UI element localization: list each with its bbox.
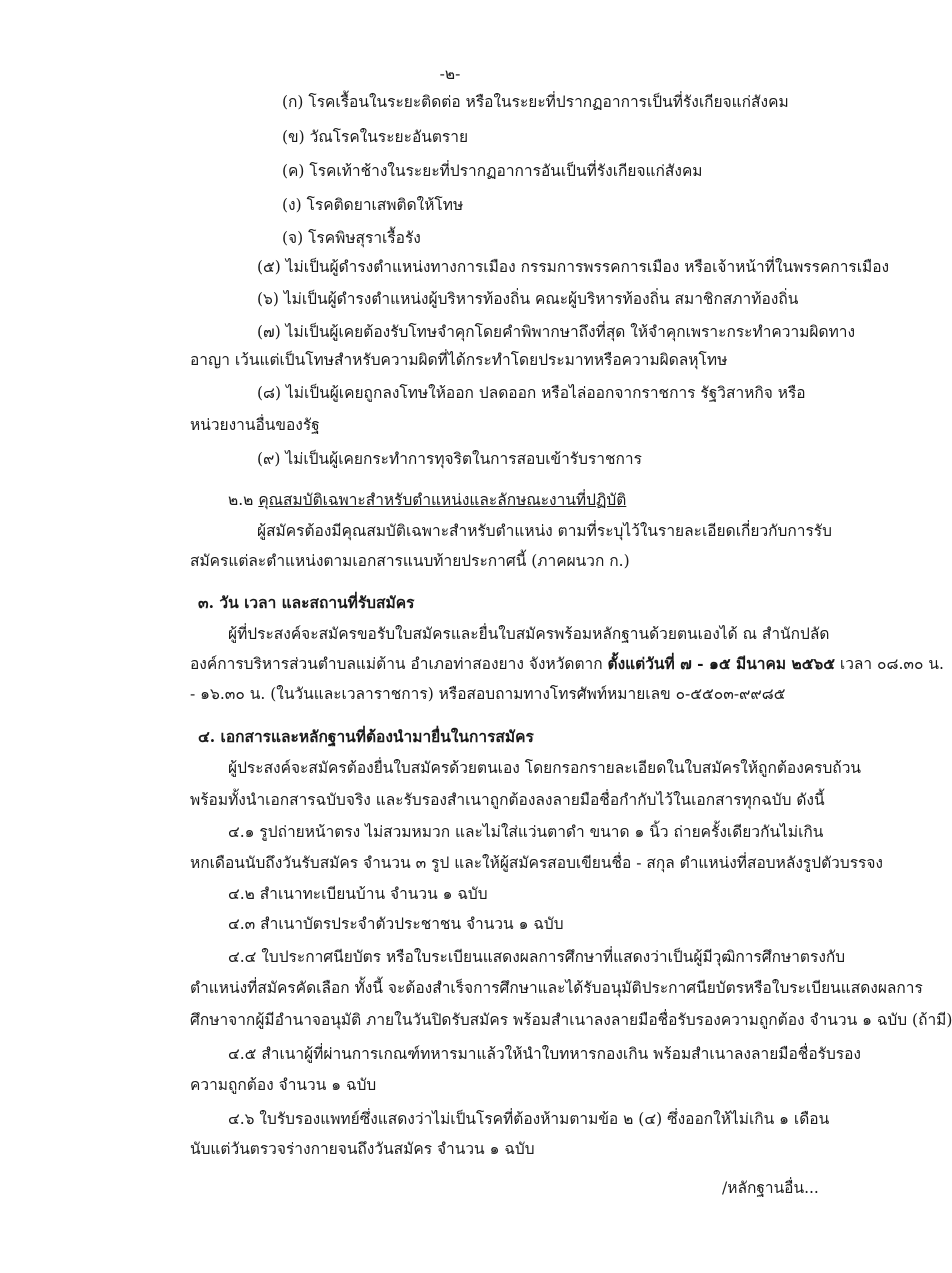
item-4-5-line2: ความถูกต้อง จำนวน ๑ ฉบับ: [190, 1076, 377, 1094]
section-3-paragraph-line1: ผู้ที่ประสงค์จะสมัครขอรับใบสมัครและยื่นใบสมัครพร้อมหลักฐานด้วยตนเองได้ ณ สำนักปลัด: [228, 625, 830, 643]
qualification-8-line1: (๘) ไม่เป็นผู้เคยถูกลงโทษให้ออก ปลดออก หรือไล่ออกจากราชการ รัฐวิสาหกิจ หรือ: [257, 384, 806, 402]
item-4-1-line1: ๔.๑ รูปถ่ายหน้าตรง ไม่สวมหมวก และไม่ใส่แว่นตาดำ ขนาด ๑ นิ้ว ถ่ายครั้งเดียวกันไม่เกิน: [228, 823, 824, 841]
section-3-paragraph-line3: - ๑๖.๓๐ น. (ในวันและเวลาราชการ) หรือสอบถามทางโทรศัพท์หมายเลข ๐-๕๕๐๓-๙๙๘๕: [190, 685, 786, 703]
item-4-6-line2: นับแต่วันตรวจร่างกายจนถึงวันสมัคร จำนวน ๑ ฉบับ: [190, 1140, 535, 1158]
qualification-7-line1: (๗) ไม่เป็นผู้เคยต้องรับโทษจำคุกโดยคำพิพากษาถึงที่สุด ให้จำคุกเพราะกระทำความผิดทาง: [257, 323, 856, 341]
section-2-2-heading: [228, 490, 626, 510]
section-3-time-start: เวลา ๐๘.๓๐ น.: [835, 655, 944, 673]
item-4-4-line2: ตำแหน่งที่สมัครคัดเลือก ทั้งนี้ จะต้องสำเร็จการศึกษาและได้รับอนุมัติประกาศนียบัตรหรือใบระเบียนแสดงผลการ: [190, 979, 923, 997]
disease-item-e: (จ) โรคพิษสุราเรื้อรัง: [282, 229, 421, 247]
disease-item-d: (ง) โรคติดยาเสพติดให้โทษ: [282, 196, 464, 214]
item-4-1-line2: หกเดือนนับถึงวันรับสมัคร จำนวน ๓ รูป และให้ผู้สมัครสอบเขียนชื่อ - สกุล ตำแหน่งที่สอบหลังรูปตัวบรรจง: [190, 854, 883, 872]
qualification-5: (๕) ไม่เป็นผู้ดำรงตำแหน่งทางการเมือง กรรมการพรรคการเมือง หรือเจ้าหน้าที่ในพรรคการเมือง: [257, 258, 890, 276]
qualification-7-line2: อาญา เว้นแต่เป็นโทษสำหรับความผิดที่ได้กระทำโดยประมาทหรือความผิดลหุโทษ: [190, 351, 728, 369]
disease-item-a: (ก) โรคเรื้อนในระยะติดต่อ หรือในระยะที่ปรากฏอาการเป็นที่รังเกียจแก่สังคม: [282, 93, 789, 111]
section-2-2-paragraph-line2: สมัครแต่ละตำแหน่งตามเอกสารแนบท้ายประกาศนี้ (ภาคผนวก ก.): [190, 552, 630, 570]
section-3-paragraph-line2: [190, 654, 944, 674]
section-4-paragraph-line1: ผู้ประสงค์จะสมัครต้องยื่นใบสมัครด้วยตนเอง โดยกรอกรายละเอียดในใบสมัครให้ถูกต้องครบถ้วน: [228, 759, 861, 777]
item-4-5-line1: ๔.๕ สำเนาผู้ที่ผ่านการเกณฑ์ทหารมาแล้วให้นำใบทหารกองเกิน พร้อมสำเนาลงลายมือชื่อรับรอง: [228, 1045, 862, 1063]
qualification-6: (๖) ไม่เป็นผู้ดำรงตำแหน่งผู้บริหารท้องถิ่น คณะผู้บริหารท้องถิ่น สมาชิกสภาท้องถิ่น: [257, 290, 799, 308]
disease-item-b: (ข) วัณโรคในระยะอันตราย: [282, 128, 469, 146]
section-2-2-title: คุณสมบัติเฉพาะสำหรับตำแหน่งและลักษณะงานที่ปฏิบัติ: [258, 491, 627, 509]
section-4-paragraph-line2: พร้อมทั้งนำเอกสารฉบับจริง และรับรองสำเนาถูกต้องลงลายมือชื่อกำกับไว้ในเอกสารทุกฉบับ ดังนี้: [190, 791, 825, 809]
qualification-9: (๙) ไม่เป็นผู้เคยกระทำการทุจริตในการสอบเข้ารับราชการ: [257, 450, 642, 468]
disease-item-c: (ค) โรคเท้าช้างในระยะที่ปรากฏอาการอันเป็นที่รังเกียจแก่สังคม: [282, 162, 703, 180]
continuation-note: /หลักฐานอื่น...: [722, 1179, 819, 1197]
qualification-8-line2: หน่วยงานอื่นของรัฐ: [190, 416, 320, 434]
section-2-2-paragraph-line1: ผู้สมัครต้องมีคุณสมบัติเฉพาะสำหรับตำแหน่ง ตามที่ระบุไว้ในรายละเอียดเกี่ยวกับการรับ: [257, 522, 832, 540]
section-3-heading: ๓. วัน เวลา และสถานที่รับสมัคร: [198, 593, 415, 612]
item-4-4-line3: ศึกษาจากผู้มีอำนาจอนุมัติ ภายในวันปิดรับสมัคร พร้อมสำเนาลงลายมือชื่อรับรองความถูกต้อง จำนวน ๑ ฉบับ (ถ้ามี): [190, 1011, 952, 1029]
section-3-dates: ตั้งแต่วันที่ ๗ - ๑๕ มีนาคม ๒๕๖๕: [607, 654, 835, 673]
section-2-2-number: ๒.๒: [228, 491, 254, 509]
section-4-heading: ๔. เอกสารและหลักฐานที่ต้องนำมายื่นในการสมัคร: [198, 727, 534, 746]
item-4-2: ๔.๒ สำเนาทะเบียนบ้าน จำนวน ๑ ฉบับ: [228, 885, 488, 903]
section-3-location: องค์การบริหารส่วนตำบลแม่ต้าน อำเภอท่าสองยาง จังหวัดตาก: [190, 655, 608, 673]
item-4-3: ๔.๓ สำเนาบัตรประจำตัวประชาชน จำนวน ๑ ฉบับ: [228, 915, 564, 933]
item-4-4-line1: ๔.๔ ใบประกาศนียบัตร หรือใบระเบียนแสดงผลการศึกษาที่แสดงว่าเป็นผู้มีวุฒิการศึกษาตรงกับ: [228, 948, 846, 966]
item-4-6-line1: ๔.๖ ใบรับรองแพทย์ซึ่งแสดงว่าไม่เป็นโรคที่ต้องห้ามตามข้อ ๒ (๔) ซึ่งออกให้ไม่เกิน ๑ เดือน: [228, 1110, 830, 1128]
page-number: -๒-: [439, 65, 461, 83]
